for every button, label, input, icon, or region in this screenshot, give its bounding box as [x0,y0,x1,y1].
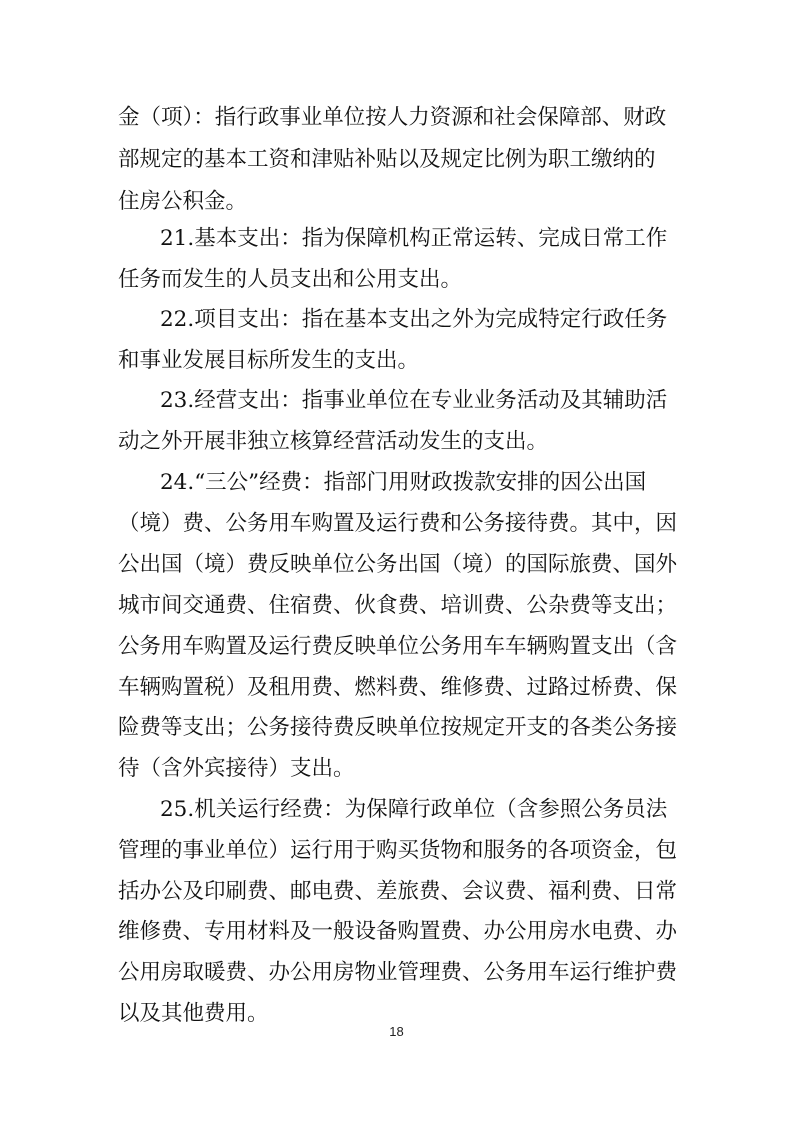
text-line: 待（含外宾接待）支出。 [118,756,355,781]
text-line: 车辆购置税）及租用费、燃料费、维修费、过路过桥费、保 [118,675,678,700]
text-line: （境）费、公务用车购置及运行费和公务接待费。其中，因 [118,511,678,536]
text-line: 城市间交通费、住宿费、伙食费、培训费、公杂费等支出； [118,593,678,618]
text-line: 公出国（境）费反映单位公务出国（境）的国际旅费、国外 [118,552,678,577]
text-line: 括办公及印刷费、邮电费、差旅费、会议费、福利费、日常 [118,879,678,904]
text-line: 任务而发生的人员支出和公用支出。 [118,267,463,292]
text-line: 21.基本支出：指为保障机构正常运转、完成日常工作 [160,226,668,251]
text-line: 维修费、专用材料及一般设备购置费、办公用房水电费、办 [118,919,678,944]
text-line: 金（项）：指行政事业单位按人力资源和社会保障部、财政 [118,105,667,130]
text-line: 公务用车购置及运行费反映单位公务用车车辆购置支出（含 [118,634,678,659]
text-line: 和事业发展目标所发生的支出。 [118,348,420,373]
text-line: 住房公积金。 [118,189,248,214]
text-line: 24.“三公”经费：指部门用财政拨款安排的因公出国 [160,470,647,495]
text-line: 22.项目支出：指在基本支出之外为完成特定行政任务 [160,307,668,332]
text-line: 部规定的基本工资和津贴补贴以及规定比例为职工缴纳的 [118,147,656,172]
text-line: 23.经营支出：指事业单位在专业业务活动及其辅助活 [160,388,668,413]
text-line: 管理的事业单位）运行用于购买货物和服务的各项资金，包 [118,838,678,863]
text-line: 以及其他费用。 [118,1001,269,1026]
text-line: 25.机关运行经费：为保障行政单位（含参照公务员法 [160,797,668,822]
text-line: 险费等支出；公务接待费反映单位按规定开支的各类公务接 [118,715,678,740]
page-number: 18 [389,1024,404,1039]
text-line: 动之外开展非独立核算经营活动发生的支出。 [118,429,549,454]
text-line: 公用房取暖费、办公用房物业管理费、公务用车运行维护费 [118,960,678,985]
